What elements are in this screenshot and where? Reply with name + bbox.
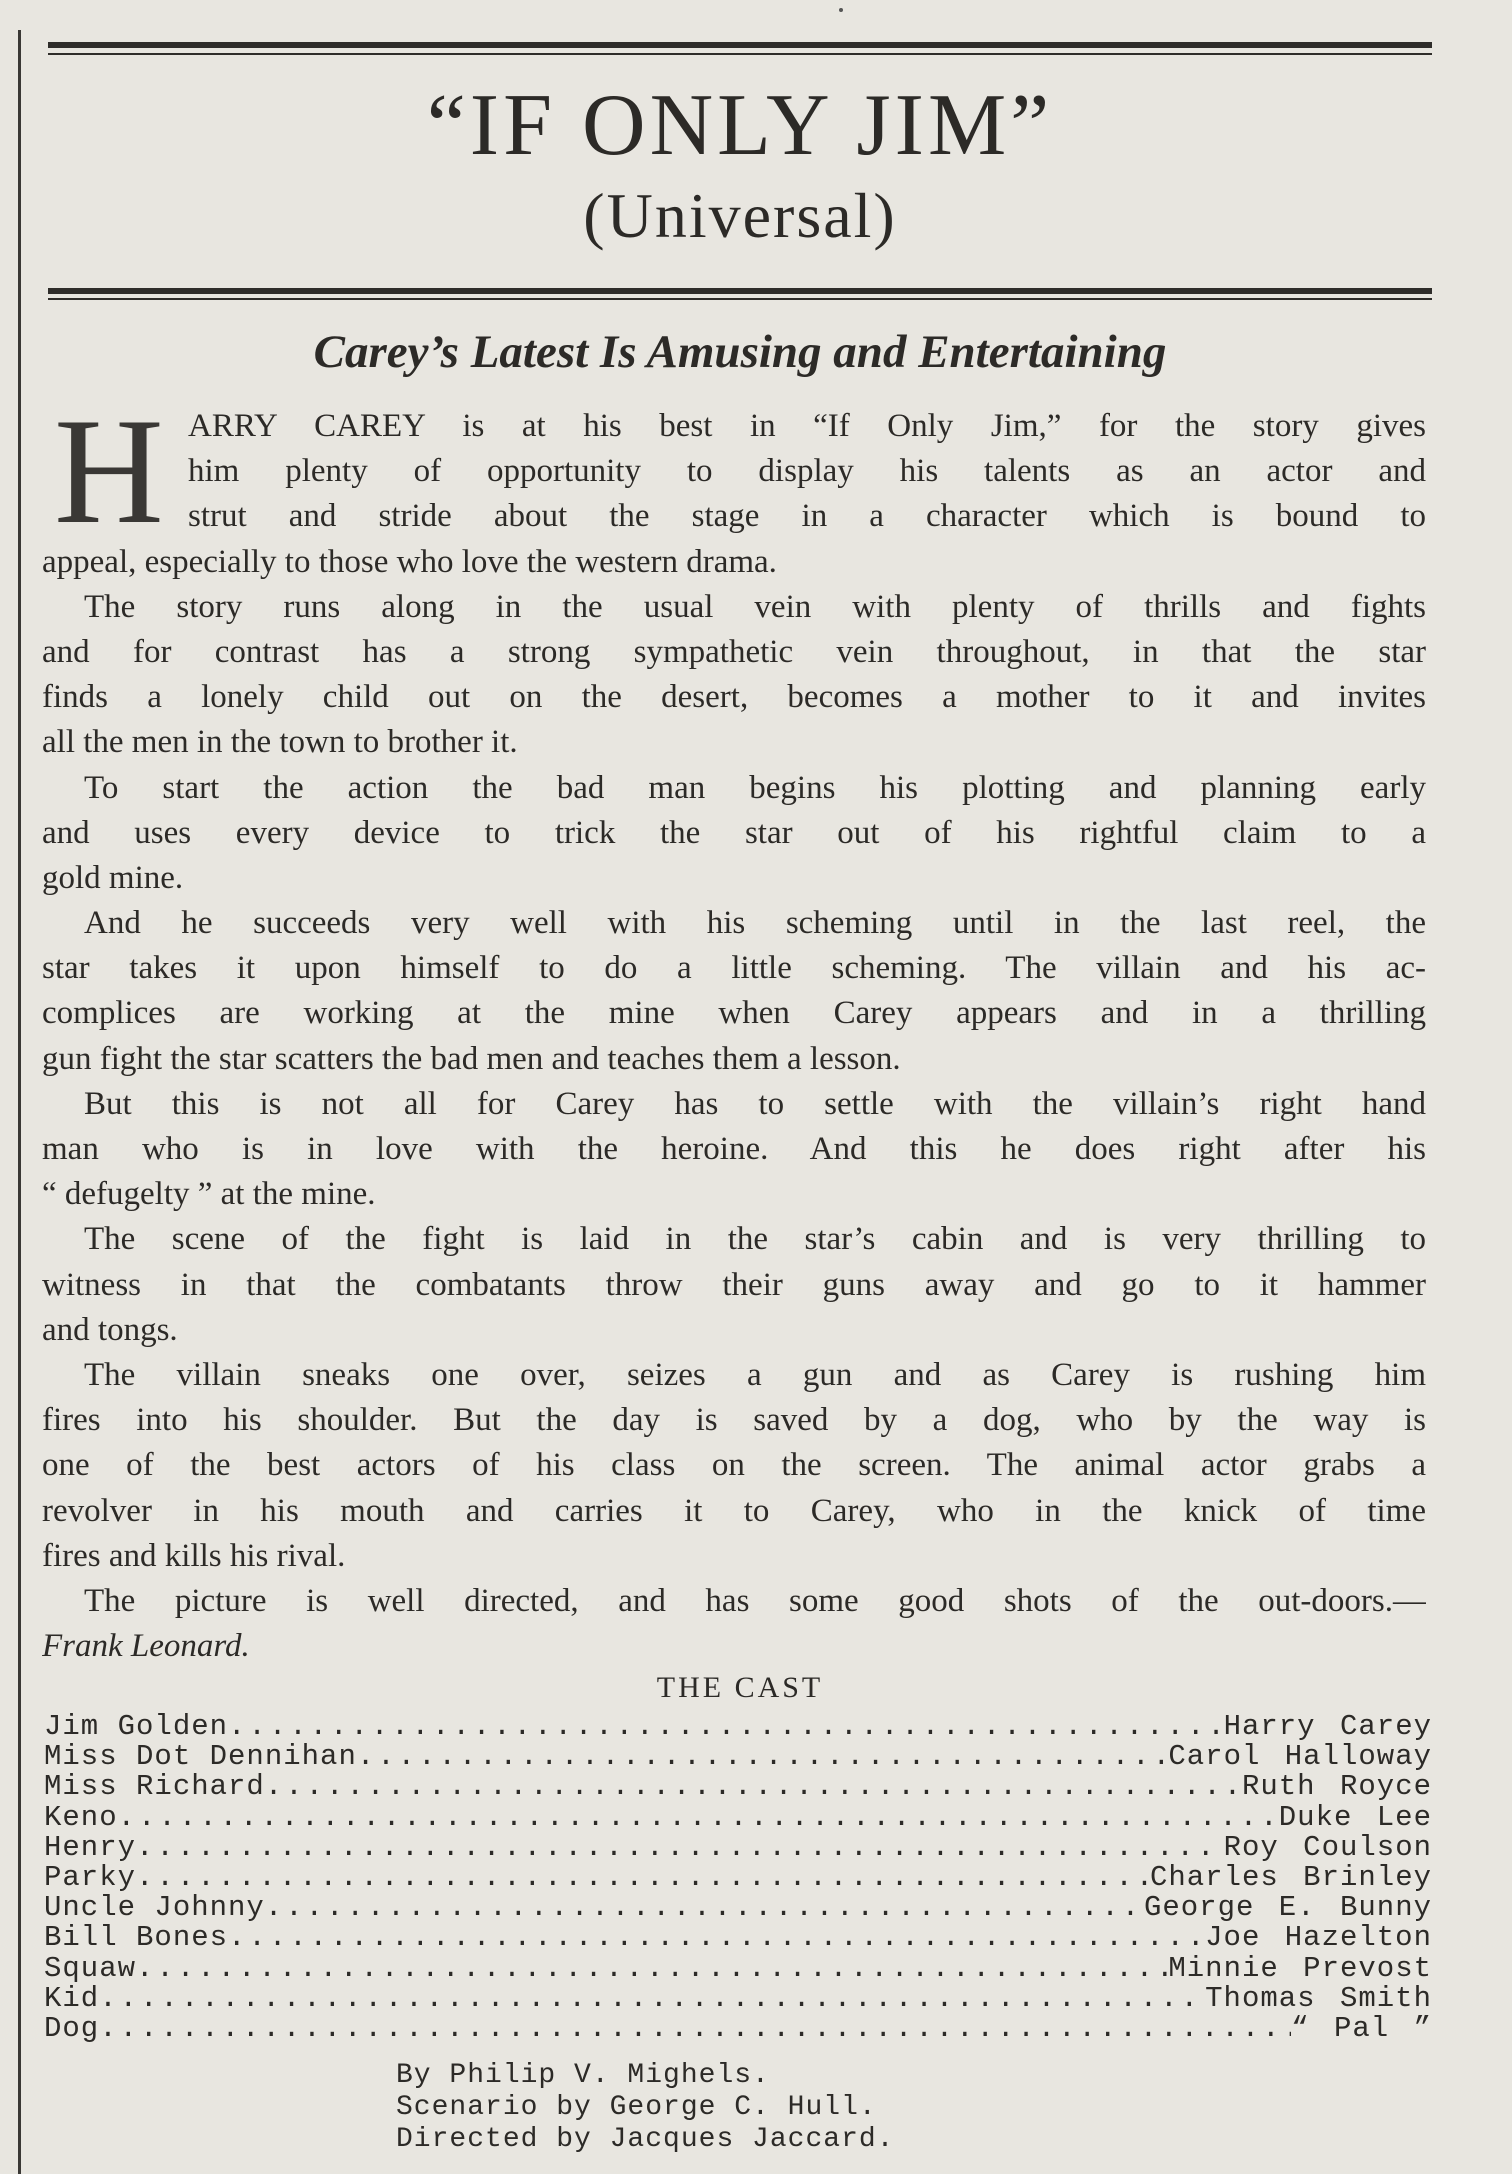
- print-speck: [839, 8, 843, 12]
- leader-dots: [136, 1833, 1224, 1863]
- review-line: To start the action the bad man begins his plotting and planning early: [84, 769, 1426, 806]
- review-line: The picture is well directed, and has some good shots of the out-doors.—: [84, 1582, 1426, 1619]
- review-line: man who is in love with the heroine. And this he does right after his: [42, 1131, 1426, 1167]
- leader-dots: [265, 1772, 1242, 1802]
- cast-role: Kid: [44, 1981, 100, 2015]
- review-line: strut and stride about the stage in a character which is bound to: [188, 498, 1426, 535]
- cast-actor: Harry Carey: [1223, 1710, 1432, 1743]
- review-line: one of the best actors of his class on the screen. The animal actor grabs a: [42, 1447, 1426, 1484]
- review-line: “ defugelty ” at the mine.: [42, 1176, 376, 1213]
- review-line: and uses every device to trick the star out of his rightful claim to a: [42, 814, 1426, 851]
- cast-entry: [44, 1712, 1432, 1742]
- author-credit: By Philip V. Mighels.: [396, 2060, 770, 2091]
- leader-dots: [357, 1742, 1169, 1772]
- cast-actor: Thomas Smith: [1205, 1981, 1432, 2015]
- review-line: complices are working at the mine when Carey appears and in a thrilling: [42, 995, 1426, 1032]
- review-line: fires and kills his rival.: [42, 1537, 346, 1574]
- drop-cap: H: [54, 387, 164, 555]
- film-title: “IF ONLY JIM”: [426, 77, 1054, 174]
- cast-actor: “ Pal ”: [1291, 2011, 1432, 2045]
- production-credits: [396, 2060, 894, 2156]
- cast-heading: THE CAST: [656, 1671, 824, 1704]
- review-line: and tongs.: [42, 1311, 178, 1348]
- leader-dots: [136, 1954, 1168, 1984]
- cast-role: Keno: [44, 1800, 118, 1834]
- cast-entry: [44, 1800, 1432, 1834]
- review-line: The story runs along in the usual vein with plenty of thrills and fights: [84, 588, 1426, 625]
- cast-entry: [44, 1860, 1432, 1894]
- reviewer-byline: Frank Leonard.: [42, 1628, 250, 1665]
- studio-name: (Universal): [583, 180, 897, 251]
- cast-role: Bill Bones: [44, 1921, 229, 1955]
- cast-entry: [44, 1951, 1432, 1985]
- review-line: appeal, especially to those who love the western drama.: [42, 543, 777, 580]
- page-margin-rule: [18, 30, 21, 2174]
- review-line: finds a lonely child out on the desert, becomes a mother to it and invites: [42, 679, 1426, 716]
- cast-role: Jim Golden: [44, 1710, 229, 1743]
- cast-actor: George E. Bunny: [1143, 1891, 1432, 1925]
- review-line: revolver in his mouth and carries it to Carey, who in the knick of time: [42, 1492, 1426, 1529]
- cast-actor: Charles Brinley: [1149, 1860, 1432, 1894]
- leader-dots: [99, 2014, 1291, 2044]
- leader-dots: [118, 1803, 1279, 1833]
- review-line: witness in that the combatants throw their guns away and go to it hammer: [42, 1266, 1426, 1303]
- review-line: star takes it upon himself to do a little scheming. The villain and his ac-: [42, 950, 1426, 987]
- cast-actor: Roy Coulson: [1223, 1830, 1432, 1864]
- review-line: him plenty of opportunity to display his talents as an actor and: [188, 453, 1426, 490]
- cast-actor: Ruth Royce: [1241, 1770, 1432, 1804]
- review-line: all the men in the town to brother it.: [42, 724, 518, 761]
- review-line: ARRY CAREY is at his best in “If Only Jim,” for the story gives: [188, 408, 1426, 444]
- leader-dots: [265, 1893, 1144, 1923]
- cast-role: Dog: [44, 2011, 100, 2045]
- cast-entry: [44, 1981, 1432, 2015]
- review-line: And he succeeds very well with his scheming until in the last reel, the: [84, 905, 1426, 942]
- header-rule-top-thin: [48, 53, 1432, 55]
- header-rule-bottom: [48, 288, 1432, 294]
- review-line: gold mine.: [42, 859, 184, 896]
- review-headline: Carey’s Latest Is Amusing and Entertaining: [313, 326, 1167, 378]
- cast-entry: [44, 1772, 1432, 1802]
- cast-role: Parky: [44, 1860, 137, 1894]
- cast-role: Squaw: [44, 1951, 137, 1985]
- review-line: fires into his shoulder. But the day is saved by a dog, who by the way is: [42, 1402, 1426, 1439]
- leader-dots: [136, 1863, 1150, 1893]
- cast-actor: Duke Lee: [1278, 1800, 1432, 1834]
- leader-dots: [228, 1712, 1224, 1742]
- review-line: gun fight the star scatters the bad men and teaches them a lesson.: [42, 1040, 901, 1077]
- cast-role: Miss Richard: [44, 1770, 265, 1804]
- cast-actor: Joe Hazelton: [1205, 1921, 1432, 1955]
- header-rule-top: [48, 42, 1432, 48]
- cast-entry: [44, 2011, 1432, 2045]
- leader-dots: [228, 1923, 1205, 1953]
- cast-actor: Minnie Prevost: [1168, 1951, 1432, 1985]
- review-line: The scene of the fight is laid in the star’s cabin and is very thrilling to: [84, 1221, 1426, 1258]
- cast-entry: [44, 1893, 1432, 1923]
- director-credit: Directed by Jacques Jaccard.: [396, 2124, 895, 2155]
- cast-entry: [44, 1742, 1432, 1772]
- cast-role: Miss Dot Dennihan: [44, 1740, 357, 1774]
- cast-entry: [44, 1923, 1432, 1953]
- review-line: But this is not all for Carey has to settle with the villain’s right hand: [84, 1085, 1426, 1122]
- cast-role: Henry: [44, 1830, 137, 1864]
- cast-role: Uncle Johnny: [44, 1891, 265, 1925]
- cast-list: [44, 1712, 1432, 2044]
- review-body: [42, 387, 1426, 1669]
- header-rule-bottom-thin: [48, 298, 1432, 300]
- scenario-credit: Scenario by George C. Hull.: [396, 2092, 877, 2123]
- cast-entry: [44, 1830, 1432, 1864]
- leader-dots: [99, 1984, 1205, 2014]
- review-line: The villain sneaks one over, seizes a gun and as Carey is rushing him: [84, 1356, 1426, 1393]
- cast-actor: Carol Halloway: [1168, 1740, 1432, 1774]
- review-line: and for contrast has a strong sympathetic vein throughout, in that the star: [42, 633, 1426, 670]
